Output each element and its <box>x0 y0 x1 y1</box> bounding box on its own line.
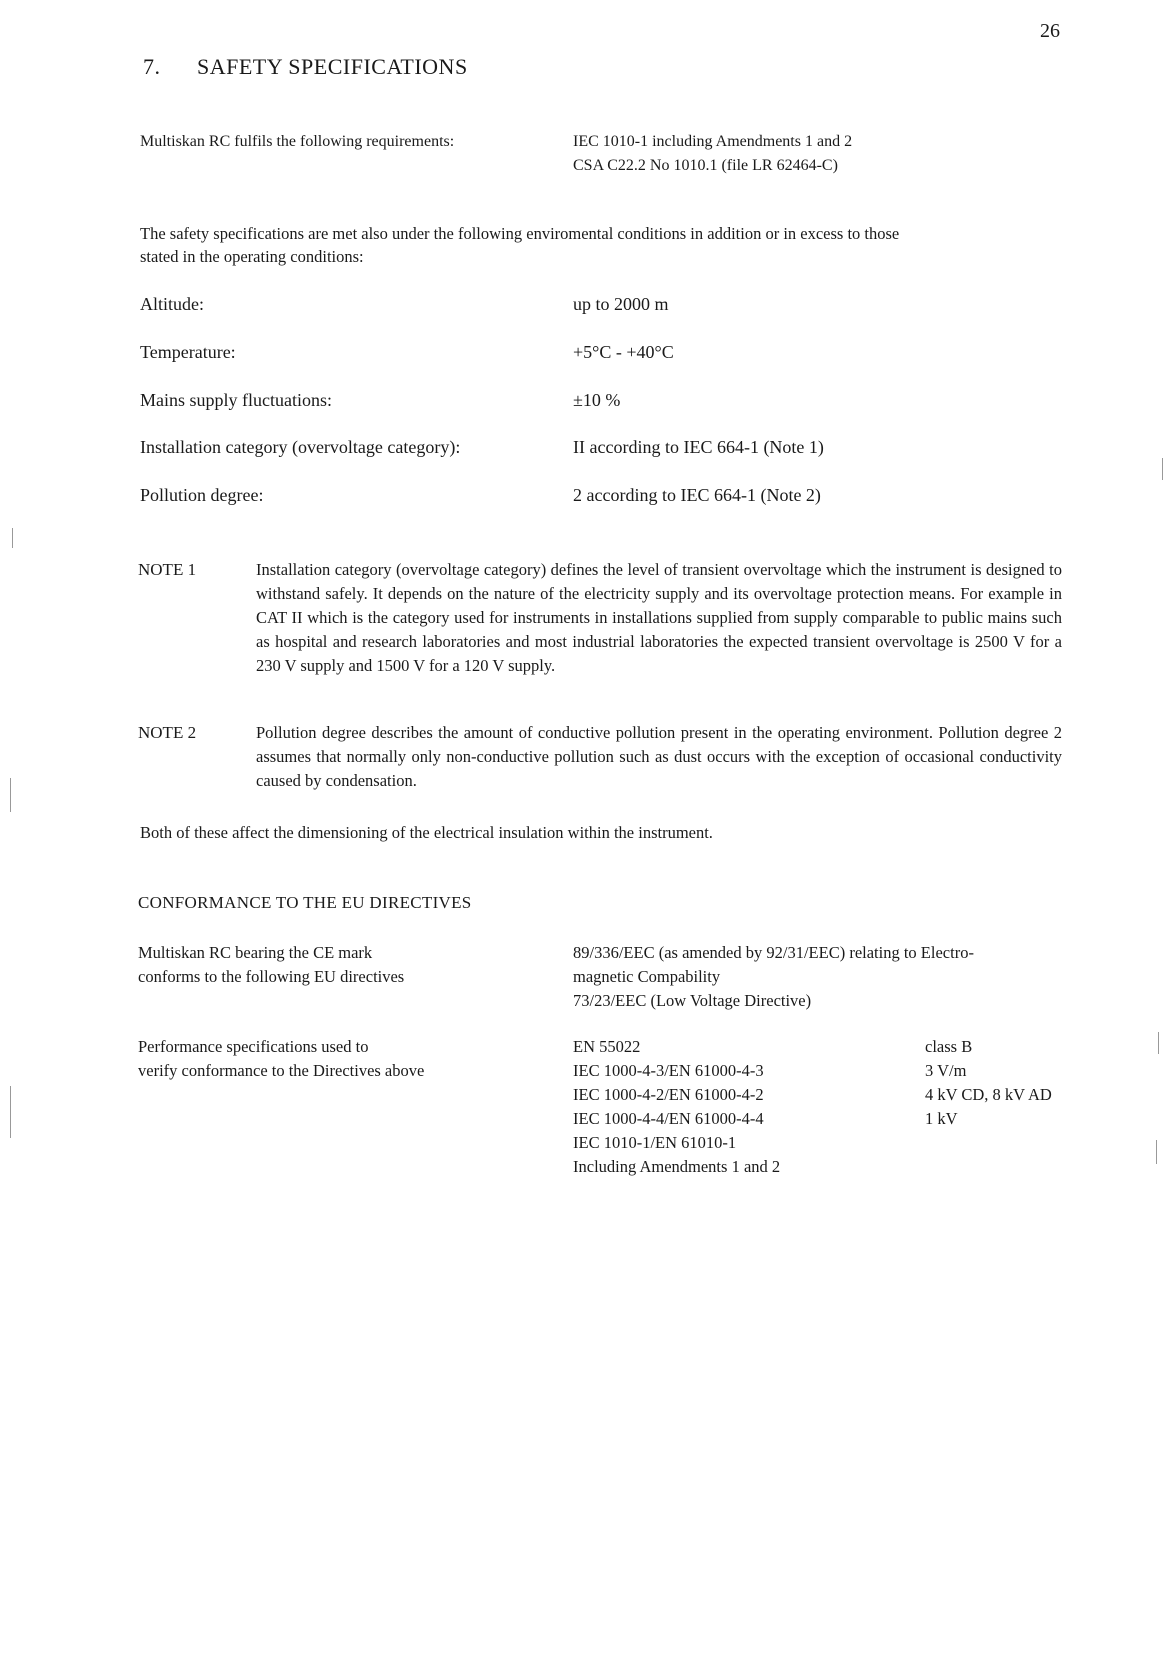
condition-value-temperature: +5°C - +40°C <box>573 342 674 362</box>
scan-artifact <box>12 528 13 548</box>
directive-line-3: 73/23/EEC (Low Voltage Directive) <box>573 991 812 1010</box>
directives-list <box>573 941 974 1013</box>
scan-artifact <box>10 778 11 812</box>
condition-value-installation: II according to IEC 664-1 (Note 1) <box>573 437 824 457</box>
conformance-heading: CONFORMANCE TO THE EU DIRECTIVES <box>138 893 472 912</box>
directive-line-1: 89/336/EEC (as amended by 92/31/EEC) relating to Electro- <box>573 943 974 962</box>
standard-item: IEC 1000-4-4/EN 61000-4-4 <box>573 1109 764 1128</box>
standard-item: Including Amendments 1 and 2 <box>573 1157 781 1176</box>
condition-label-installation: Installation category (overvoltage category): <box>140 437 461 457</box>
intro-line-1: The safety specifications are met also under the following enviromental conditions in addition or in excess to those <box>140 224 900 243</box>
standard-level: 3 V/m <box>925 1061 967 1080</box>
ce-mark-label-line-2: conforms to the following EU directives <box>138 967 405 986</box>
intro-line-2: stated in the operating conditions: <box>140 247 364 266</box>
requirement-csa: CSA C22.2 No 1010.1 (file LR 62464-C) <box>573 157 838 174</box>
standard-levels-list <box>925 1035 1052 1131</box>
section-number: 7. <box>143 54 161 79</box>
standard-level: 4 kV CD, 8 kV AD <box>925 1085 1052 1104</box>
condition-label-temperature: Temperature: <box>140 342 236 362</box>
scan-artifact <box>1156 1140 1157 1164</box>
requirements-label: Multiskan RC fulfils the following requirements: <box>140 133 455 150</box>
directive-line-2: magnetic Compability <box>573 967 721 986</box>
both-statement: Both of these affect the dimensioning of the electrical insulation within the instrument. <box>140 823 713 842</box>
condition-label-altitude: Altitude: <box>140 294 204 314</box>
ce-mark-label <box>138 941 404 989</box>
scan-artifact <box>1162 458 1163 480</box>
scan-artifact <box>10 1086 11 1138</box>
condition-label-mains: Mains supply fluctuations: <box>140 390 332 410</box>
condition-value-altitude: up to 2000 m <box>573 294 669 314</box>
scan-artifact <box>1158 1032 1159 1054</box>
requirements-values <box>573 130 852 178</box>
note-1-text: Installation category (overvoltage category) defines the level of transient overvoltage which the instrument is designed to withstand safely. It depends on the nature of the electricity supply and its overvoltage protection means. For example in CAT II which is the category used for instruments in installations supplied from supply comparable to public mains such as hospital and research laboratories and most industrial laboratories the expected transient overvoltage is 2500 V for a 230 V supply and 1500 V for a 120 V supply. <box>256 560 1062 675</box>
condition-label-pollution: Pollution degree: <box>140 485 264 505</box>
performance-label-line-1: Performance specifications used to <box>138 1037 369 1056</box>
note-2-text: Pollution degree describes the amount of conductive pollution present in the operating environment. Pollution degree 2 assumes that normally only non-conductive pollution such as dust occurs with the exception of occasional conductivity caused by condensation. <box>256 723 1062 790</box>
standards-list <box>573 1035 780 1179</box>
standard-item: IEC 1000-4-2/EN 61000-4-2 <box>573 1085 764 1104</box>
condition-value-pollution: 2 according to IEC 664-1 (Note 2) <box>573 485 821 505</box>
condition-value-mains: ±10 % <box>573 390 621 410</box>
section-title: SAFETY SPECIFICATIONS <box>197 54 468 79</box>
standard-level: 1 kV <box>925 1109 958 1128</box>
note-1-label: NOTE 1 <box>138 560 197 579</box>
standard-level: class B <box>925 1037 973 1056</box>
performance-label <box>138 1035 424 1083</box>
performance-label-line-2: verify conformance to the Directives above <box>138 1061 425 1080</box>
ce-mark-label-line-1: Multiskan RC bearing the CE mark <box>138 943 373 962</box>
requirement-iec: IEC 1010-1 including Amendments 1 and 2 <box>573 133 853 150</box>
page-number: 26 <box>1040 20 1060 42</box>
standard-item: IEC 1010-1/EN 61010-1 <box>573 1133 737 1152</box>
standard-item: EN 55022 <box>573 1037 641 1056</box>
note-2-label: NOTE 2 <box>138 723 197 742</box>
standard-item: IEC 1000-4-3/EN 61000-4-3 <box>573 1061 764 1080</box>
intro-paragraph <box>140 222 1065 268</box>
section-heading <box>143 54 468 80</box>
